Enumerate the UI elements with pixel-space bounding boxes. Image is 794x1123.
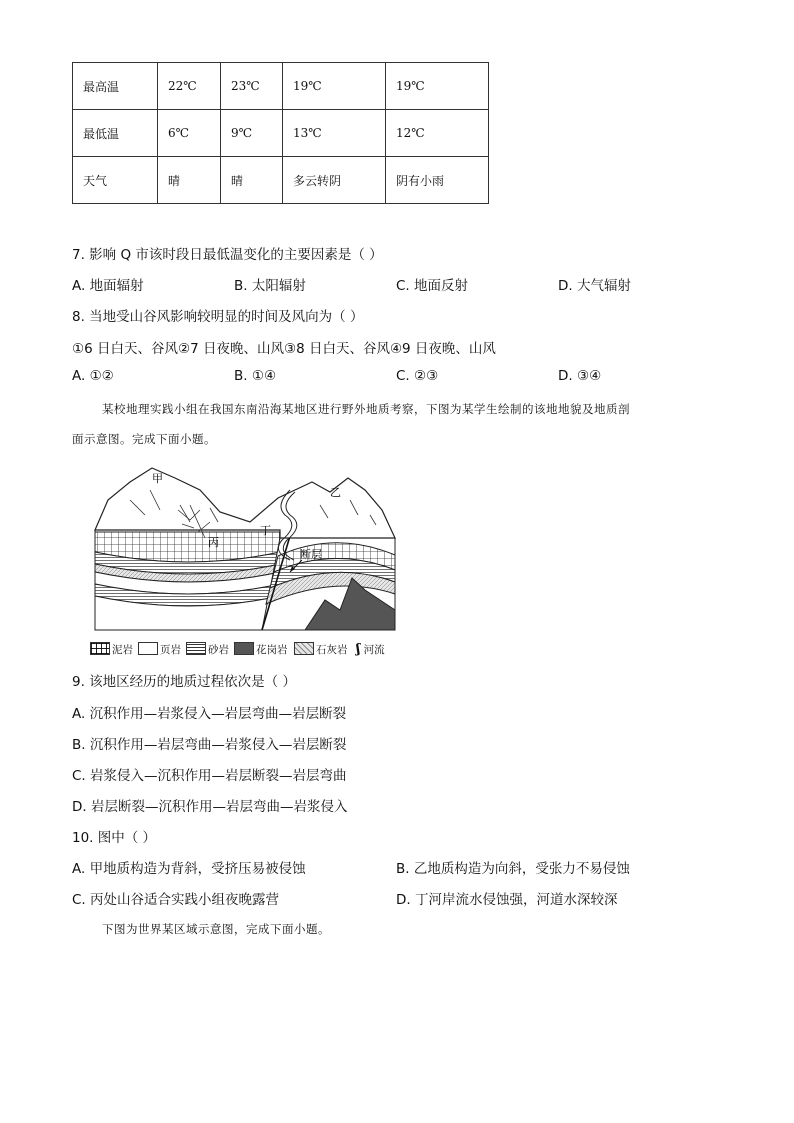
- row-label: 最低温: [73, 110, 158, 157]
- q8-option-b[interactable]: B. ①④: [234, 368, 277, 384]
- row-label: 天气: [73, 157, 158, 204]
- table-cell: 13℃: [283, 110, 386, 157]
- row-label: 最高温: [73, 63, 158, 110]
- legend-river: ʃ 河流: [356, 642, 385, 657]
- table-cell: 19℃: [386, 63, 489, 110]
- sandstone-swatch-icon: [186, 642, 206, 655]
- geology-block-diagram: [90, 460, 400, 638]
- q10-option-b[interactable]: B. 乙地质构造为向斜，受张力不易侵蚀: [396, 861, 630, 877]
- legend-mudstone: 泥岩: [90, 642, 133, 657]
- table-cell: 多云转阴: [283, 157, 386, 204]
- river-symbol-icon: ʃ: [356, 642, 361, 657]
- table-cell: 6℃: [158, 110, 221, 157]
- label-fault: 断层: [300, 548, 322, 561]
- intro-paragraph-line2: 面示意图。完成下面小题。: [72, 432, 216, 446]
- limestone-swatch-icon: [294, 642, 314, 655]
- granite-swatch-icon: [234, 642, 254, 655]
- q9-option-d[interactable]: D. 岩层断裂—沉积作用—岩层弯曲—岩浆侵入: [72, 799, 348, 815]
- q8-statement: ①6 日白天、谷风②7 日夜晚、山风③8 日白天、谷风④9 日夜晚、山风: [72, 341, 496, 357]
- q8-option-a[interactable]: A. ①②: [72, 368, 114, 384]
- q10-option-a[interactable]: A. 甲地质构造为背斜，受挤压易被侵蚀: [72, 861, 306, 877]
- q8-stem: 8. 当地受山谷风影响较明显的时间及风向为（ ）: [72, 309, 364, 325]
- legend-limestone: 石灰岩: [294, 642, 348, 657]
- table-row: [73, 110, 489, 157]
- q8-option-c[interactable]: C. ②③: [396, 368, 439, 384]
- table-row: [73, 157, 489, 204]
- table-cell: 19℃: [283, 63, 386, 110]
- table-cell: 阴有小雨: [386, 157, 489, 204]
- table-cell: 22℃: [158, 63, 221, 110]
- label-jia: 甲: [152, 472, 163, 485]
- q7-option-c[interactable]: C. 地面反射: [396, 278, 469, 294]
- label-ding: 丁: [260, 524, 271, 537]
- q7-option-b[interactable]: B. 太阳辐射: [234, 278, 306, 294]
- table-cell: 晴: [221, 157, 283, 204]
- q9-option-c[interactable]: C. 岩浆侵入—沉积作用—岩层断裂—岩层弯曲: [72, 768, 347, 784]
- shale-swatch-icon: [138, 642, 158, 655]
- table-cell: 23℃: [221, 63, 283, 110]
- q7-stem: 7. 影响 Q 市该时段日最低温变化的主要因素是（ ）: [72, 247, 383, 263]
- q8-option-d[interactable]: D. ③④: [558, 368, 602, 384]
- q9-option-b[interactable]: B. 沉积作用—岩层弯曲—岩浆侵入—岩层断裂: [72, 737, 347, 753]
- q10-option-c[interactable]: C. 丙处山谷适合实践小组夜晚露营: [72, 892, 280, 908]
- legend-shale: 页岩: [138, 642, 181, 657]
- legend-granite: 花岗岩: [234, 642, 288, 657]
- table-cell: 晴: [158, 157, 221, 204]
- q9-stem: 9. 该地区经历的地质过程依次是（ ）: [72, 674, 296, 690]
- intro-paragraph-line1: 某校地理实践小组在我国东南沿海某地区进行野外地质考察，下图为某学生绘制的该地地貌及地质剖: [102, 402, 630, 416]
- mudstone-swatch-icon: [90, 642, 110, 655]
- q7-option-a[interactable]: A. 地面辐射: [72, 278, 144, 294]
- q7-option-d[interactable]: D. 大气辐射: [558, 278, 631, 294]
- intro-paragraph-2: 下图为世界某区域示意图，完成下面小题。: [102, 922, 330, 936]
- q9-option-a[interactable]: A. 沉积作用—岩浆侵入—岩层弯曲—岩层断裂: [72, 706, 347, 722]
- weather-table: [72, 62, 489, 204]
- legend-sandstone: 砂岩: [186, 642, 229, 657]
- label-yi: 乙: [330, 486, 341, 499]
- label-bing: 丙: [208, 536, 219, 549]
- q10-stem: 10. 图中（ ）: [72, 830, 157, 846]
- table-cell: 12℃: [386, 110, 489, 157]
- table-row: [73, 63, 489, 110]
- table-cell: 9℃: [221, 110, 283, 157]
- q10-option-d[interactable]: D. 丁河岸流水侵蚀强，河道水深较深: [396, 892, 618, 908]
